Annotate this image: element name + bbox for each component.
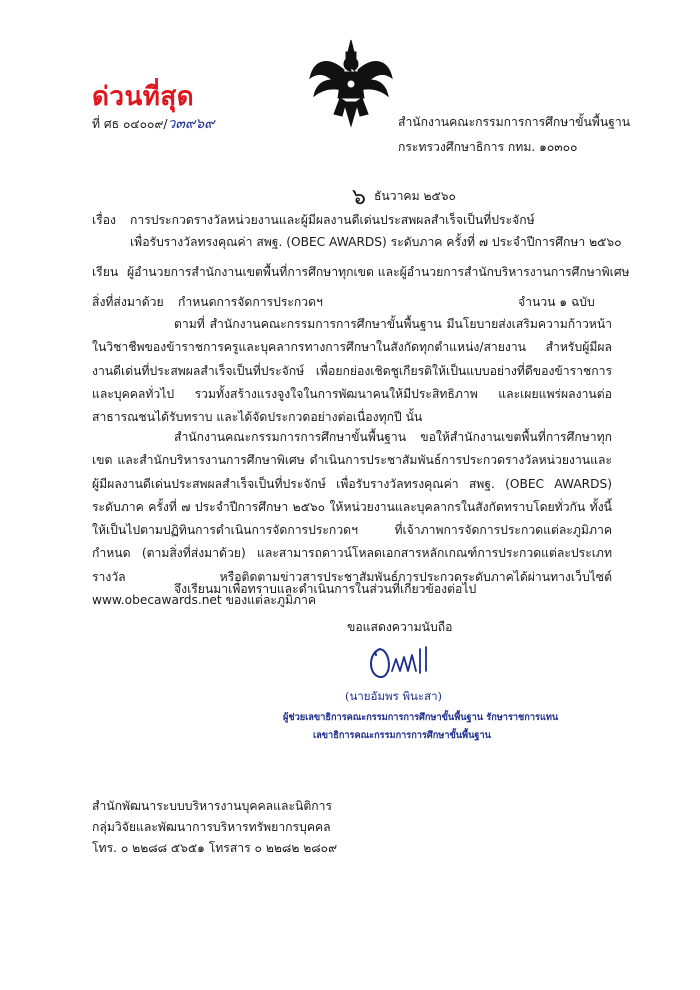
handwritten-signature [366, 641, 436, 681]
date-month-year: ธันวาคม ๒๕๖๐ [373, 189, 456, 203]
salutation: ขอแสดงความนับถือ [347, 620, 453, 634]
footer-department: สำนักพัฒนาระบบบริหารงานบุคคลและนิติการ [92, 799, 333, 813]
subject [92, 211, 535, 230]
enclosure-count: จำนวน ๑ ฉบับ [518, 295, 595, 309]
signer-name: (นายอัมพร พินะสา) [345, 689, 443, 703]
document-date [352, 175, 456, 210]
signer-position-line-1: ผู้ช่วยเลขาธิการคณะกรรมการการศึกษาขั้นพื้นฐาน รักษาราชการแทน [283, 712, 559, 723]
body-paragraph-1: ตามที่ สำนักงานคณะกรรมการการศึกษาขั้นพื้นฐาน มีนโยบายส่งเสริมความก้าวหน้าในวิชาชีพของข้าราชการครูและบุคลากรทางการศึกษาในสังกัดทุกตำแหน่ง/สายงาน สำหรับผู้มีผลงานดีเด่นที่ประสพผลสำเร็จเป็นที่ประจักษ์ เพื่อยกย่องเชิดชูเกียรติให้เป็นแบบอย่างที่ดีของข้าราชการและบุคคลทั่วไป รวมทั้งสร้างแรงจูงใจในการพัฒนาคนให้มีประสิทธิภาพ และเผยแพร่ผลงานต่อสาธารณชนได้รับทราบ และได้จัดประกวดอย่างต่อเนื่องทุกปี นั้น [92, 317, 612, 425]
closing-sentence: จึงเรียนมาเพื่อทราบและดำเนินการในส่วนที่เกี่ยวข้องต่อไป [174, 582, 477, 596]
issuing-office: สำนักงานคณะกรรมการการศึกษาขั้นพื้นฐาน [398, 115, 631, 129]
recipient-label: เรียน [92, 265, 119, 279]
issuing-office-address: กระทรวงศึกษาธิการ กทม. ๑๐๓๐๐ [398, 140, 578, 154]
enclosure-label: สิ่งที่ส่งมาด้วย [92, 295, 164, 309]
date-day-handwritten: ๖ [352, 185, 366, 210]
document-number-handwritten: ว๓๙๖๙ [167, 116, 215, 132]
signer-position-line-2: เลขาธิการคณะกรรมการการศึกษาขั้นพื้นฐาน [313, 730, 491, 741]
garuda-emblem-icon [308, 38, 394, 128]
document-number-prefix: ที่ ศธ ๐๔๐๐๙/ [92, 117, 168, 131]
recipient-text: ผู้อำนวยการสำนักงานเขตพื้นที่การศึกษาทุกเขต และผู้อำนวยการสำนักบริหารงานการศึกษาพิเศษ [127, 265, 630, 279]
document-number [92, 113, 214, 135]
subject-label: เรื่อง [92, 213, 116, 227]
body-paragraph-2: สำนักงานคณะกรรมการการศึกษาขั้นพื้นฐาน ขอให้สำนักงานเขตพื้นที่การศึกษาทุกเขต และสำนักบริหารงานการศึกษาพิเศษ ดำเนินการประชาสัมพันธ์การประกวดรางวัลหน่วยงานและผู้มีผลงานดีเด่นประสพผลสำเร็จเป็นที่ประจักษ์ เพื่อรับรางวัลทรงคุณค่า สพฐ. (OBEC AWARDS) ระดับภาค ครั้งที่ ๗ ประจำปีการศึกษา ๒๕๖๐ ให้หน่วยงานและบุคลากรในสังกัดทราบโดยทั่วกัน ทั้งนี้ ให้เป็นไปตามปฏิทินการดำเนินการจัดการประกวดฯ ที่เจ้าภาพการจัดการประกวดแต่ละภูมิภาคกำหนด (ตามสิ่งที่ส่งมาด้วย) และสามารถดาวน์โหลดเอกสารหลักเกณฑ์การประกวดแต่ละประเภทรางวัล หรือติดตามข่าวสารประชาสัมพันธ์การประกวดระดับภาคได้ผ่านทางเว็บไซต์ www.obecawards.net ของแต่ละภูมิภาค [92, 430, 612, 608]
subject-line-2: เพื่อรับรางวัลทรงคุณค่า สพฐ. (OBEC AWARDS) ระดับภาค ครั้งที่ ๗ ประจำปีการศึกษา ๒๕๖๐ [130, 235, 622, 249]
urgency-stamp: ด่วนที่สุด [92, 82, 195, 112]
recipient [92, 263, 630, 282]
footer-contact: โทร. ๐ ๒๒๘๘ ๕๖๕๑ โทรสาร ๐ ๒๒๘๒ ๒๘๐๙ [92, 841, 338, 855]
footer-group: กลุ่มวิจัยและพัฒนาการบริหารทรัพยากรบุคคล [92, 820, 331, 834]
subject-line-1: การประกวดรางวัลหน่วยงานและผู้มีผลงานดีเด่นประสพผลสำเร็จเป็นที่ประจักษ์ [130, 213, 535, 227]
enclosure [92, 293, 323, 312]
enclosure-text: กำหนดการจัดการประกวดฯ [178, 295, 323, 309]
